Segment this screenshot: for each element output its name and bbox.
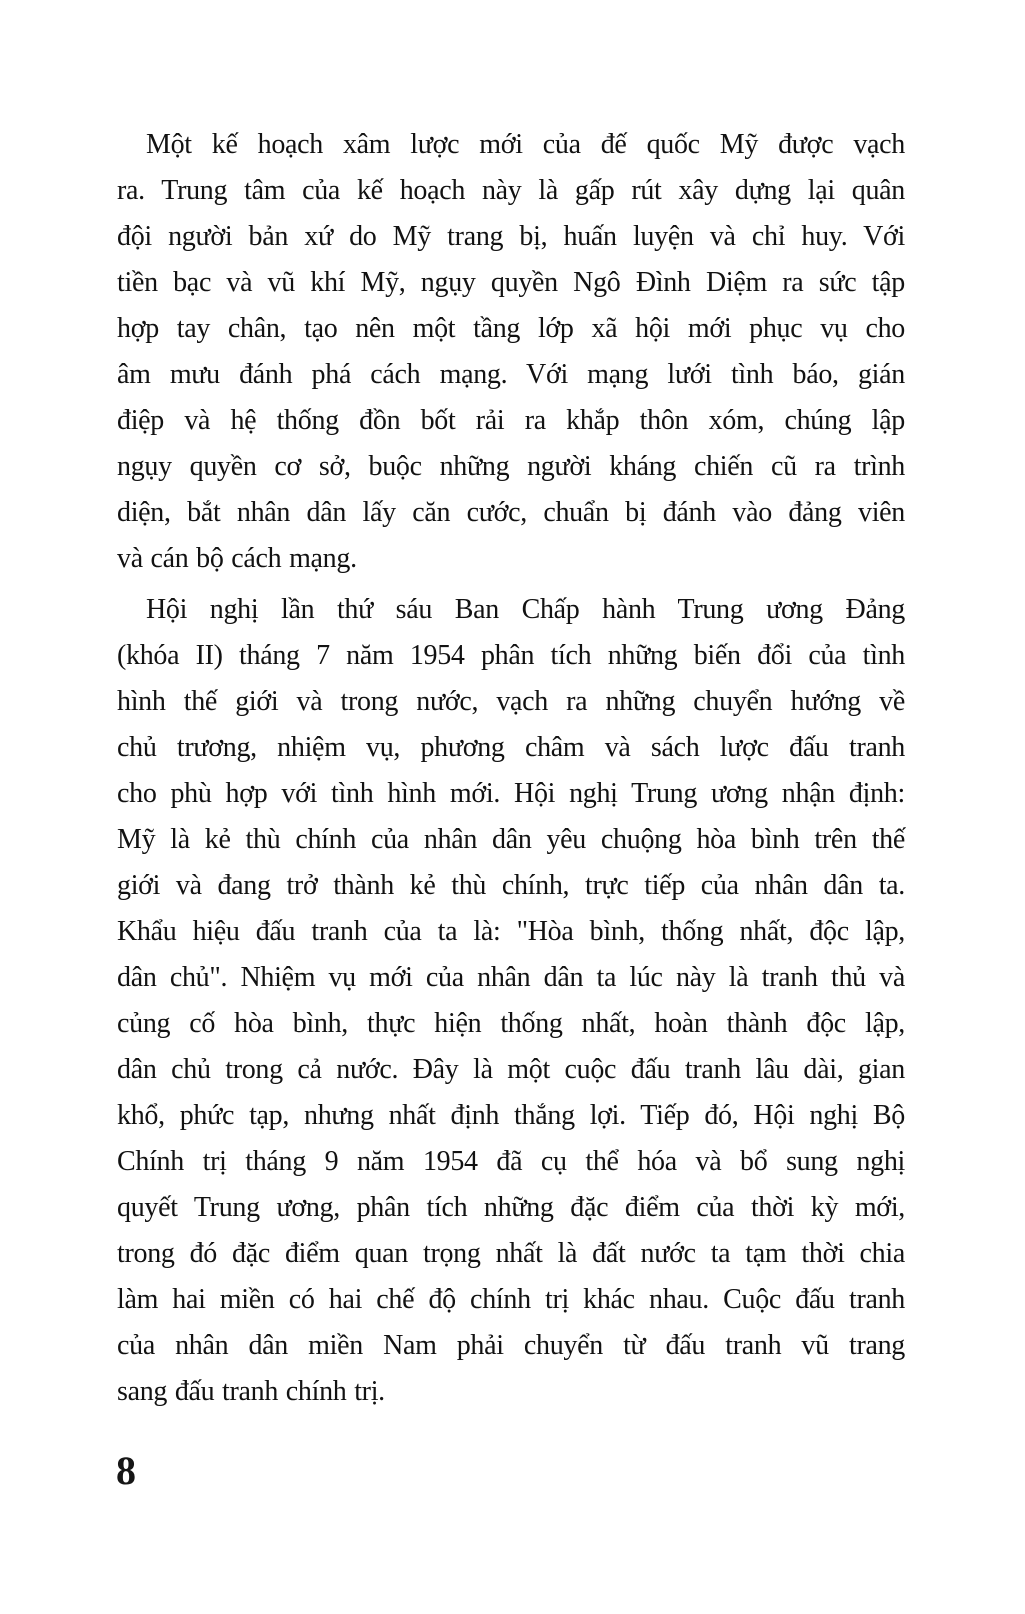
- page-number: 8: [116, 1448, 136, 1493]
- text-line: đội người bản xứ do Mỹ trang bị, huấn luyện và chỉ huy. Với: [117, 221, 905, 252]
- text-line: giới và đang trở thành kẻ thù chính, trực tiếp của nhân dân ta.: [117, 870, 905, 901]
- text-line: điệp và hệ thống đồn bốt rải ra khắp thôn xóm, chúng lập: [117, 405, 905, 436]
- paragraph: [117, 587, 905, 1415]
- text-line: Khẩu hiệu đấu tranh của ta là: "Hòa bình, thống nhất, độc lập,: [117, 916, 905, 947]
- text-line: (khóa II) tháng 7 năm 1954 phân tích những biến đổi của tình: [117, 640, 905, 671]
- text-line: chủ trương, nhiệm vụ, phương châm và sách lược đấu tranh: [117, 732, 905, 763]
- text-line: ngụy quyền cơ sở, buộc những người kháng chiến cũ ra trình: [117, 451, 905, 482]
- text-line: trong đó đặc điểm quan trọng nhất là đất nước ta tạm thời chia: [117, 1238, 905, 1269]
- text-line: hợp tay chân, tạo nên một tầng lớp xã hội mới phục vụ cho: [117, 313, 905, 344]
- text-line: Chính trị tháng 9 năm 1954 đã cụ thể hóa và bổ sung nghị: [117, 1146, 905, 1177]
- text-line: ra. Trung tâm của kế hoạch này là gấp rút xây dựng lại quân: [117, 175, 905, 206]
- text-block: [117, 122, 905, 1415]
- text-line: khổ, phức tạp, nhưng nhất định thắng lợi. Tiếp đó, Hội nghị Bộ: [117, 1100, 905, 1131]
- text-line: của nhân dân miền Nam phải chuyển từ đấu tranh vũ trang: [117, 1330, 905, 1361]
- text-line: hình thế giới và trong nước, vạch ra những chuyển hướng về: [117, 686, 905, 717]
- paragraph: [117, 122, 905, 582]
- text-line: tiền bạc và vũ khí Mỹ, ngụy quyền Ngô Đình Diệm ra sức tập: [117, 267, 905, 298]
- text-line: cho phù hợp với tình hình mới. Hội nghị Trung ương nhận định:: [117, 778, 905, 809]
- text-line: làm hai miền có hai chế độ chính trị khác nhau. Cuộc đấu tranh: [117, 1284, 905, 1315]
- text-line: quyết Trung ương, phân tích những đặc điểm của thời kỳ mới,: [117, 1192, 905, 1223]
- text-line: Một kế hoạch xâm lược mới của đế quốc Mỹ được vạch: [146, 129, 905, 160]
- text-line: sang đấu tranh chính trị.: [117, 1376, 385, 1407]
- text-line: Mỹ là kẻ thù chính của nhân dân yêu chuộng hòa bình trên thế: [117, 824, 905, 855]
- text-line: diện, bắt nhân dân lấy căn cước, chuẩn bị đánh vào đảng viên: [117, 497, 905, 528]
- text-line: âm mưu đánh phá cách mạng. Với mạng lưới tình báo, gián: [117, 359, 905, 390]
- text-line: và cán bộ cách mạng.: [117, 543, 357, 574]
- text-line: dân chủ trong cả nước. Đây là một cuộc đấu tranh lâu dài, gian: [117, 1054, 905, 1085]
- text-line: dân chủ". Nhiệm vụ mới của nhân dân ta lúc này là tranh thủ và: [117, 962, 905, 993]
- text-line: Hội nghị lần thứ sáu Ban Chấp hành Trung ương Đảng: [146, 594, 905, 625]
- text-line: củng cố hòa bình, thực hiện thống nhất, hoàn thành độc lập,: [117, 1008, 905, 1039]
